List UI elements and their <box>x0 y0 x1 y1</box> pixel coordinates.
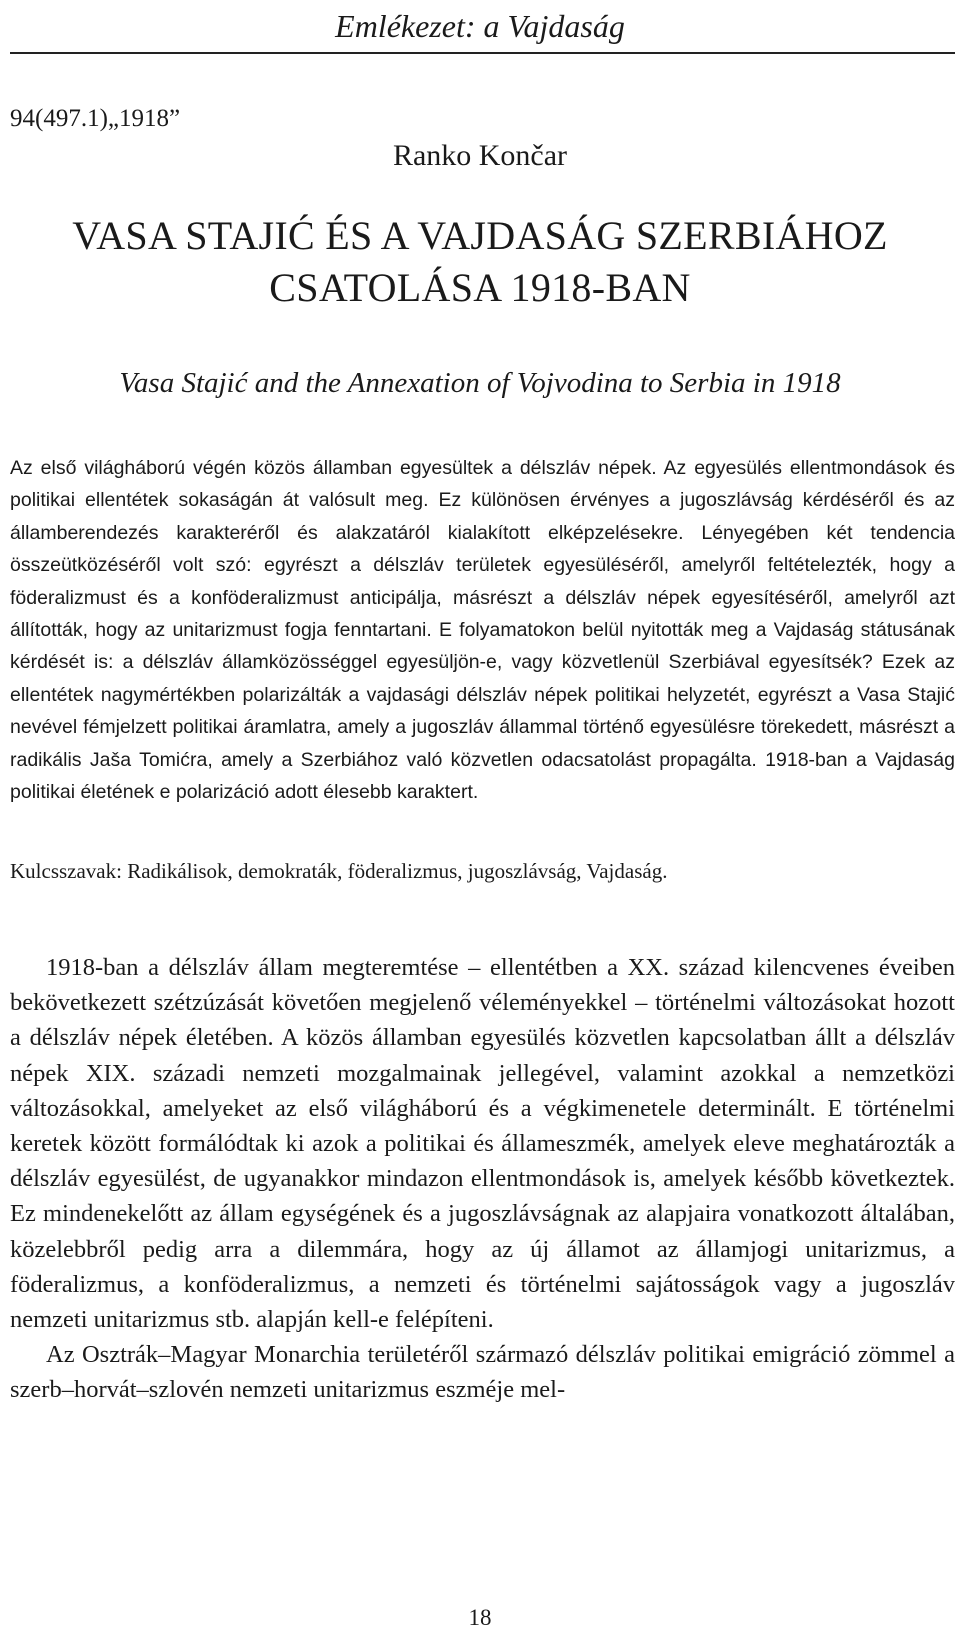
running-header: Emlékezet: a Vajdaság <box>335 8 625 44</box>
body-paragraph: Az Osztrák–Magyar Monarchia területéről származó délszláv politikai emigráció zömmel a szerb–horvát–szlovén nemzeti unitarizmus eszméje mel- <box>10 1341 955 1404</box>
english-subtitle: Vasa Stajić and the Annexation of Vojvodina to Serbia in 1918 <box>119 367 841 399</box>
body-paragraph: 1918-ban a délszláv állam megteremtése – ellentétben a XX. század kilencvenes éveiben bekövetkezett szétzúzását követően megjelenő véleményekkel – történelmi változásokat hozott a délszláv népek életében. A közös államban egyesülés közvetlen kapcsolatban állt a délszláv népek XIX. századi nemzeti mozgalmainak jellegével, valamint azokkal a nemzetközi változásokkal, amelyeket az első világháború és a végkimenetele determinált. E történelmi keretek között formálódtak ki azok a politikai és állameszmék, amelyek eleve meghatározták a délszláv egyesülést, de ugyanakkor mindazon ellentmondások is, amelyek később következtek. Ez mindenekelőtt az állam egységének és a jugoszlávságnak az alapjaira vonatkozott általában, közelebbről pedig arra a dilemmára, hogy az új államot az államjogi unitarizmus, a föderalizmus, a konföderalizmus, a nemzeti és történelmi sajátosságok vagy a jugoszláv nemzeti unitarizmus stb. alapján kell-e felépíteni. <box>10 954 955 1334</box>
header-divider <box>10 52 955 54</box>
author-name: Ranko Končar <box>392 139 568 172</box>
abstract: Az első világháború végén közös államban egyesültek a délszláv népek. Az egyesülés ellentmondások és politikai ellentétek sokaságán át valósult meg. Ez különösen érvényes a jugoszlávság kérdéséről és az államberendezés karakteréről és alakzatáról kialakított elképzelésekre. Lényegében két tendencia összeütközéséről volt szó: egyrészt a délszláv területek egyesüléséről, amelyről feltételezték, hogy a föderalizmust és a konföderalizmust anticipálja, másrészt a délszláv népek egyesítéséről, amelyről azt állították, hogy az unitarizmust fogja fenntartani. E folyamatokon belül nyitották meg a Vajdaság státusának kérdését is: a délszláv államközösséggel egyesüljön-e, vagy közvetlenül Szerbiával egyesítsék? Ezek az ellentétek nagymértékben polarizálták a vajdasági délszláv népek politikai helyzetét, egyrészt a Vasa Stajić nevével fémjelzett politikai áramlatra, amely a jugoszláv állammal történő egyesülésre törekedett, másrészt a radikális Jaša Tomićra, amely a Szerbiához való közvetlen odacsatolást propagálta. 1918-ban a Vajdaság politikai életének e polarizáció adott élesebb karaktert. <box>10 457 955 804</box>
page-number: 18 <box>468 1605 492 1630</box>
udc-classification: 94(497.1)„1918” <box>10 105 181 132</box>
article-title <box>0 210 960 314</box>
keywords: Kulcsszavak: Radikálisok, demokraták, föderalizmus, jugoszlávság, Vajdaság. <box>10 859 668 883</box>
body-text <box>10 950 955 1408</box>
article-title-line-2: CSATOLÁSA 1918-BAN <box>269 265 691 310</box>
article-title-line-1: VASA STAJIĆ ÉS A VAJDASÁG SZERBIÁHOZ <box>72 213 888 258</box>
